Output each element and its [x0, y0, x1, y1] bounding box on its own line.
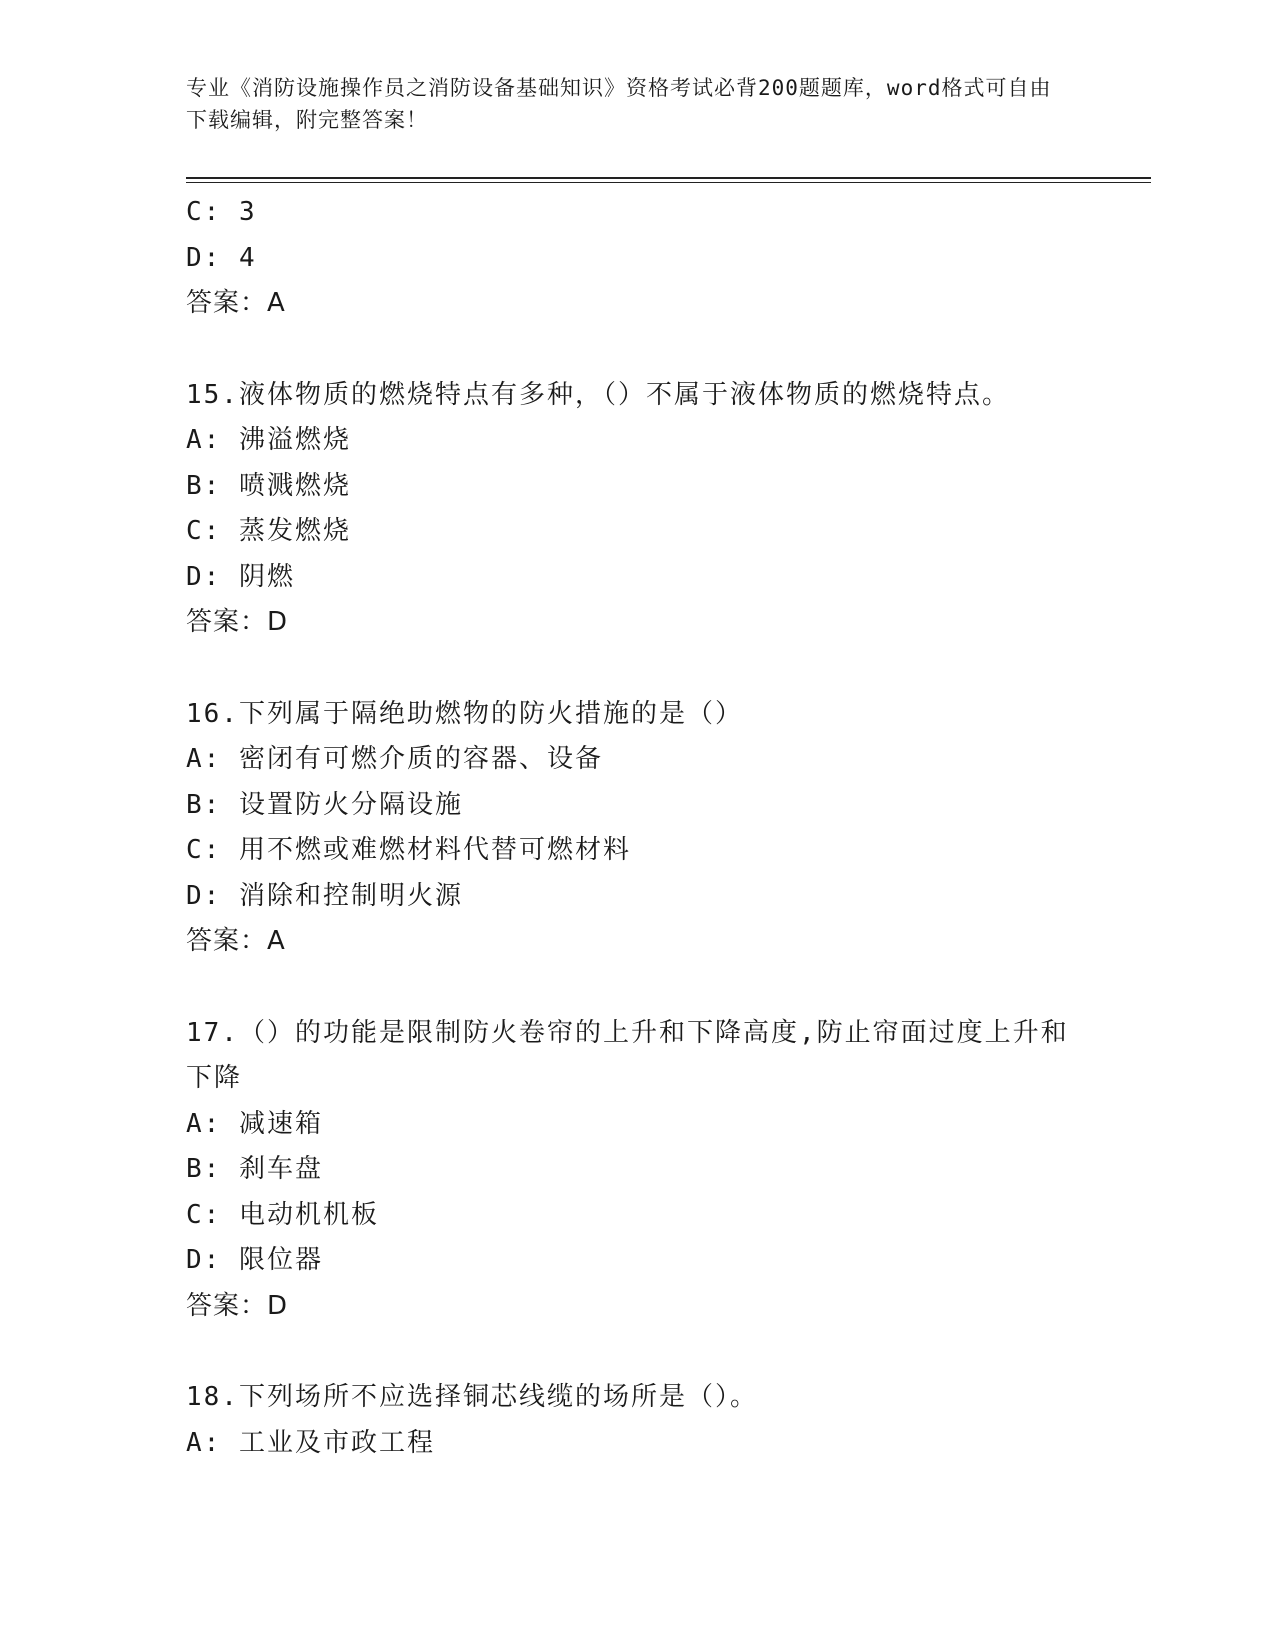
option-c: C: 3 [186, 197, 257, 227]
option-b: B: 刹车盘 [186, 1154, 323, 1184]
option-c: C: 用不燃或难燃材料代替可燃材料 [186, 835, 631, 865]
option-a: A: 沸溢燃烧 [186, 425, 351, 455]
page-header: 专业《消防设施操作员之消防设备基础知识》资格考试必背200题题库，word格式可自由下载编辑，附完整答案！ [186, 76, 1052, 132]
option-a: A: 减速箱 [186, 1108, 323, 1139]
answer-line: 答案：A [186, 288, 286, 318]
question-stem: 16.下列属于隔绝助燃物的防火措施的是（） [186, 698, 743, 729]
option-d: D: 限位器 [186, 1245, 323, 1275]
answer-line: 答案：D [186, 1290, 289, 1321]
previous-question-tail [186, 190, 1086, 327]
option-a: A: 密闭有可燃介质的容器、设备 [186, 744, 603, 774]
answer-line: 答案：D [186, 607, 289, 637]
option-b: B: 设置防火分隔设施 [186, 789, 463, 820]
header-divider [186, 177, 1151, 183]
option-d: D: 消除和控制明火源 [186, 880, 463, 911]
question-stem: 17.（）的功能是限制防火卷帘的上升和下降高度,防止帘面过度上升和下降 [186, 1017, 1069, 1093]
question-17 [186, 1011, 1086, 1330]
option-d: D: 阴燃 [186, 561, 295, 592]
answer-line: 答案：A [186, 926, 286, 956]
question-15 [186, 373, 1086, 646]
option-a: A: 工业及市政工程 [186, 1427, 435, 1458]
question-18 [186, 1375, 1086, 1466]
option-c: C: 蒸发燃烧 [186, 516, 351, 546]
option-c: C: 电动机机板 [186, 1199, 379, 1230]
question-content [186, 190, 1086, 1466]
question-16 [186, 692, 1086, 965]
question-stem: 18.下列场所不应选择铜芯线缆的场所是（）。 [186, 1382, 758, 1412]
option-b: B: 喷溅燃烧 [186, 470, 351, 501]
question-stem: 15.液体物质的燃烧特点有多种，（）不属于液体物质的燃烧特点。 [186, 379, 1010, 410]
option-d: D: 4 [186, 242, 257, 273]
